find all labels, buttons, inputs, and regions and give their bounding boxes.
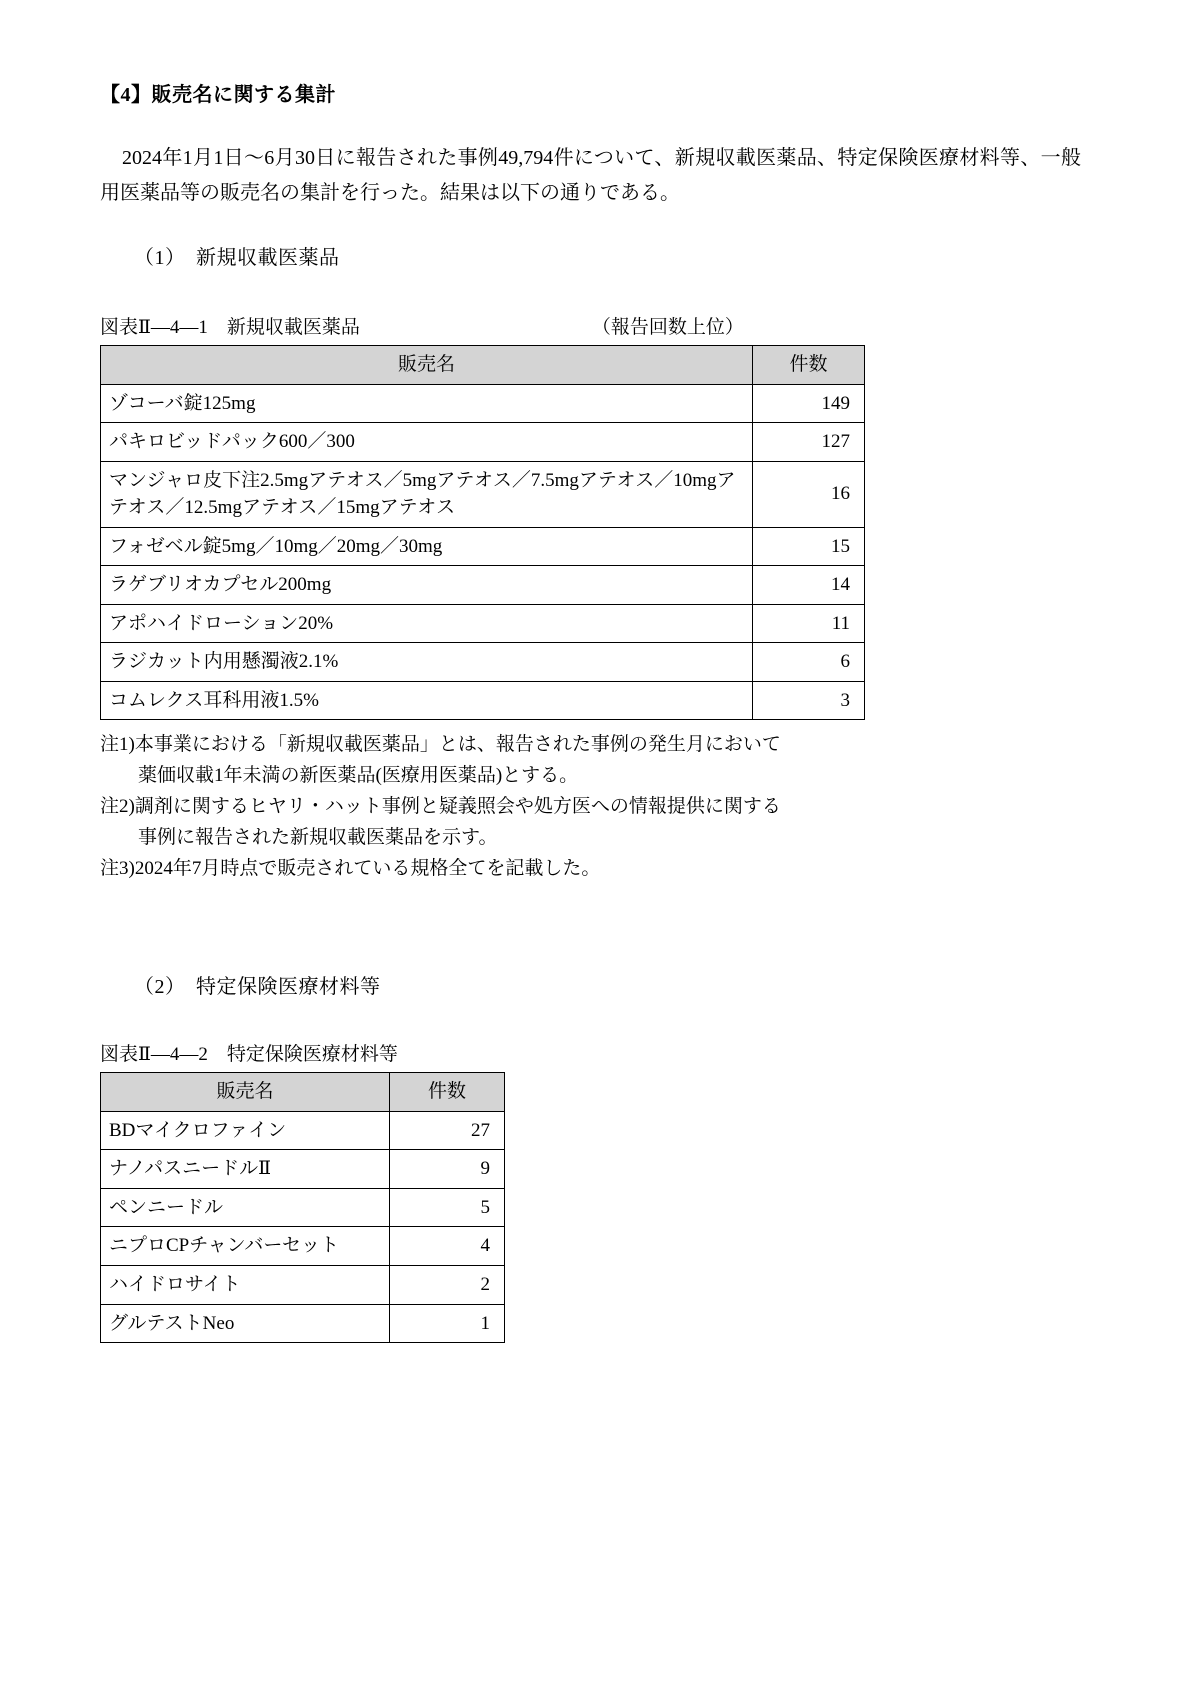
table1-cell-name: ラゲブリオカプセル200mg [101, 566, 753, 605]
table2-cell-count: 1 [390, 1304, 505, 1343]
table-row [101, 1266, 505, 1305]
table2-header [101, 1073, 505, 1112]
table-row [101, 1150, 505, 1189]
table1-cell-name: マンジャロ皮下注2.5mgアテオス／5mgアテオス／7.5mgアテオス／10mgアテオス／12.5mgアテオス／15mgアテオス [101, 461, 753, 527]
note-2-line-2: 事例に報告された新規収載医薬品を示す。 [138, 826, 498, 848]
table-row [101, 566, 865, 605]
table1-cell-name: アポハイドローション20% [101, 604, 753, 643]
table1-caption-note: （報告回数上位） [591, 317, 744, 338]
table-row [101, 527, 865, 566]
table2-cell-name: BDマイクロファイン [101, 1111, 390, 1150]
table-row [101, 1111, 505, 1150]
intro-paragraph [100, 141, 1081, 211]
table-row [101, 681, 865, 720]
table1-caption: 図表Ⅱ―4―1 新規収載医薬品 [100, 317, 360, 338]
table2-caption: 図表Ⅱ―4―2 特定保険医療材料等 [100, 1044, 398, 1066]
table2-cell-count: 9 [390, 1150, 505, 1189]
table-new-listed-drugs [100, 345, 865, 720]
table1-cell-count: 16 [753, 461, 865, 527]
table1-cell-name: パキロビッドパック600／300 [101, 423, 753, 462]
subsection-heading-2: （2） 特定保険医療材料等 [134, 976, 381, 999]
note-1-line-2: 薬価収載1年未満の新医薬品(医療用医薬品)とする。 [138, 765, 579, 787]
table1-cell-count: 14 [753, 566, 865, 605]
table1-cell-count: 149 [753, 384, 865, 423]
table2-header-row [101, 1073, 505, 1112]
table1-caption-row [100, 312, 1081, 339]
subsection-heading-1: （1） 新規収載医薬品 [134, 247, 340, 269]
section-heading: 【4】販売名に関する集計 [100, 84, 336, 106]
table-row [101, 461, 865, 527]
table-row [101, 423, 865, 462]
intro-paragraph-text: 2024年1月1日～6月30日に報告された事例49,794件について、新規収載医薬品、特定保険医療材料等、一般用医薬品等の販売名の集計を行った。結果は以下の通りである。 [100, 147, 1081, 204]
table1-cell-name: フォゼベル錠5mg／10mg／20mg／30mg [101, 527, 753, 566]
table2-header-count: 件数 [390, 1073, 505, 1112]
table1-notes [100, 730, 1081, 884]
note-2-line-1: 注2)調剤に関するヒヤリ・ハット事例と疑義照会や処方医への情報提供に関する [100, 796, 781, 817]
table1-cell-name: ゾコーバ錠125mg [101, 384, 753, 423]
table2-cell-name: ナノパスニードルⅡ [101, 1150, 390, 1189]
table-row [101, 643, 865, 682]
table1-cell-count: 3 [753, 681, 865, 720]
table1-header-count: 件数 [753, 346, 865, 385]
table-row [101, 1304, 505, 1343]
table-row [101, 1227, 505, 1266]
note-3-line-1: 注3)2024年7月時点で販売されている規格全てを記載した。 [100, 857, 601, 879]
table2-cell-name: グルテストNeo [101, 1304, 390, 1343]
table1-body [101, 384, 865, 720]
table-specified-medical-materials [100, 1072, 505, 1343]
table2-cell-count: 5 [390, 1188, 505, 1227]
table2-header-name: 販売名 [101, 1073, 390, 1112]
section-spacer [100, 884, 1081, 970]
table1-cell-name: コムレクス耳科用液1.5% [101, 681, 753, 720]
table2-caption-row [100, 1039, 1081, 1066]
table1-cell-count: 127 [753, 423, 865, 462]
table1-header [101, 346, 865, 385]
table-row [101, 1188, 505, 1227]
note-1-line-1: 注1)本事業における「新規収載医薬品」とは、報告された事例の発生月において [100, 734, 781, 756]
table1-cell-count: 11 [753, 604, 865, 643]
table2-cell-name: ペンニードル [101, 1188, 390, 1227]
table1-cell-count: 6 [753, 643, 865, 682]
table2-cell-count: 2 [390, 1266, 505, 1305]
table1-header-row [101, 346, 865, 385]
table2-cell-count: 4 [390, 1227, 505, 1266]
table1-header-name: 販売名 [101, 346, 753, 385]
table2-cell-name: ニプロCPチャンバーセット [101, 1227, 390, 1266]
table2-cell-name: ハイドロサイト [101, 1266, 390, 1305]
table1-cell-count: 15 [753, 527, 865, 566]
table2-cell-count: 27 [390, 1111, 505, 1150]
table1-cell-name: ラジカット内用懸濁液2.1% [101, 643, 753, 682]
table-row [101, 384, 865, 423]
table-row [101, 604, 865, 643]
table2-body [101, 1111, 505, 1342]
